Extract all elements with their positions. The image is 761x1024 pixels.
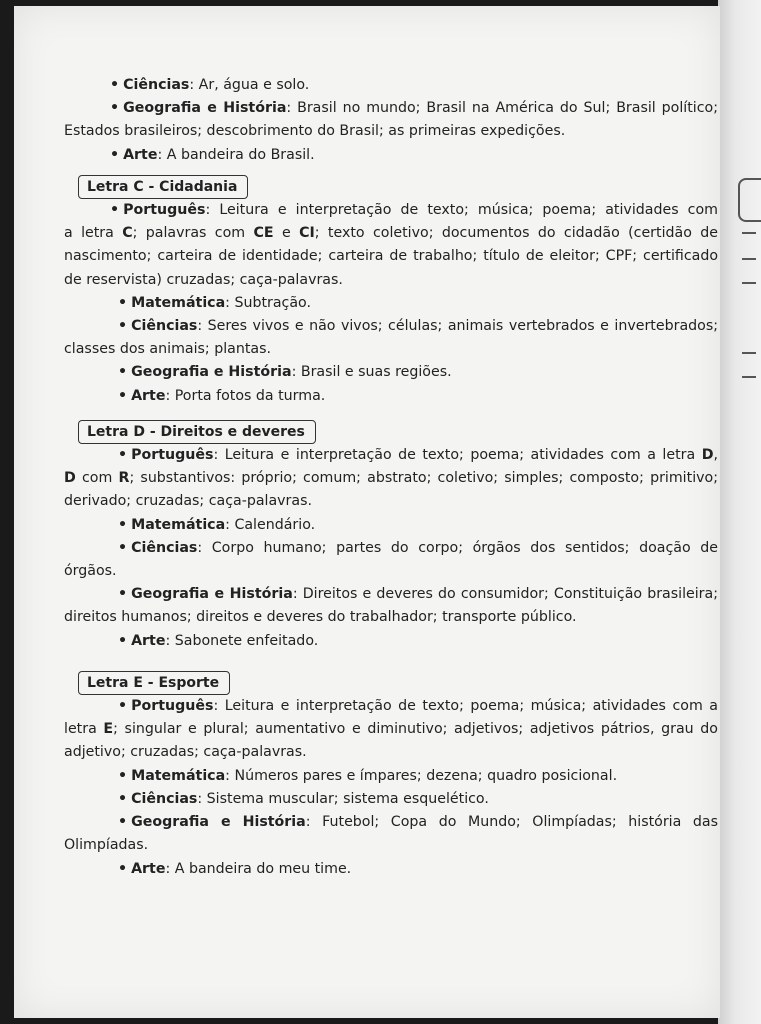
list-item: • Geografia e História: Brasil e suas regiões. (118, 364, 452, 381)
list-item: • Ciências: Seres vivos e não vivos; células; animais vertebrados e invertebrados; (118, 318, 718, 335)
list-item-continuation: letra E; singular e plural; aumentativo e diminutivo; adjetivos; adjetivos pátrios, grau do (64, 721, 718, 738)
list-item: • Arte: Sabonete enfeitado. (118, 632, 319, 649)
list-item-continuation: derivado; cruzadas; caça-palavras. (64, 493, 312, 510)
edge-mark (742, 282, 756, 284)
list-item: • Geografia e História: Direitos e deveres do consumidor; Constituição brasileira; (118, 586, 718, 603)
list-item-continuation: nascimento; carteira de identidade; carteira de trabalho; título de eleitor; CPF; certificado (64, 248, 718, 265)
edge-mark (742, 232, 756, 234)
list-item-continuation: órgãos. (64, 563, 117, 580)
list-item: • Português: Leitura e interpretação de texto; música; poema; atividades com (110, 202, 718, 219)
edge-mark (742, 376, 756, 378)
list-item: • Português: Leitura e interpretação de texto; poema; atividades com a letra D, (118, 447, 718, 464)
list-item: • Arte: A bandeira do Brasil. (110, 146, 315, 163)
list-item: • Arte: A bandeira do meu time. (118, 860, 352, 877)
list-item: • Ciências: Sistema muscular; sistema esquelético. (118, 790, 489, 807)
page-tab-mark (738, 178, 761, 222)
section-heading-letra-d: Letra D - Direitos e deveres (78, 420, 316, 444)
list-item: • Português: Leitura e interpretação de texto; poema; música; atividades com a (118, 698, 718, 715)
list-item-continuation: a letra C; palavras com CE e CI; texto coletivo; documentos do cidadão (certidão de (64, 225, 719, 242)
list-item-continuation: Olimpíadas. (64, 837, 149, 854)
list-item: • Matemática: Calendário. (118, 516, 316, 533)
list-item-continuation: D com R; substantivos: próprio; comum; abstrato; coletivo; simples; composto; primitivo; (64, 470, 718, 487)
list-item-continuation: de reservista) cruzadas; caça-palavras. (64, 271, 343, 288)
list-item: • Ciências: Ar, água e solo. (110, 77, 310, 93)
document-page (14, 6, 720, 1018)
list-item: • Arte: Porta fotos da turma. (118, 387, 326, 404)
list-item-continuation: direitos humanos; direitos e deveres do trabalhador; transporte público. (64, 609, 577, 626)
list-item: • Matemática: Subtração. (118, 294, 311, 311)
document-content (64, 74, 718, 881)
section-heading-letra-e: Letra E - Esporte (78, 671, 230, 695)
edge-mark (742, 258, 756, 260)
list-item-continuation: classes dos animais; plantas. (64, 341, 271, 358)
list-item-continuation: adjetivo; cruzadas; caça-palavras. (64, 744, 307, 761)
list-item: • Geografia e História: Futebol; Copa do Mundo; Olimpíadas; história das (118, 814, 718, 831)
section-heading-letra-c: Letra C - Cidadania (78, 175, 248, 199)
list-item: • Matemática: Números pares e ímpares; dezena; quadro posicional. (118, 767, 618, 784)
list-item-continuation: Estados brasileiros; descobrimento do Brasil; as primeiras expedições. (64, 123, 566, 140)
edge-mark (742, 352, 756, 354)
list-item: • Geografia e História: Brasil no mundo; Brasil na América do Sul; Brasil político; (110, 100, 718, 117)
adjacent-page-edge (718, 0, 761, 1024)
list-item: • Ciências: Corpo humano; partes do corpo; órgãos dos sentidos; doação de (118, 539, 718, 556)
